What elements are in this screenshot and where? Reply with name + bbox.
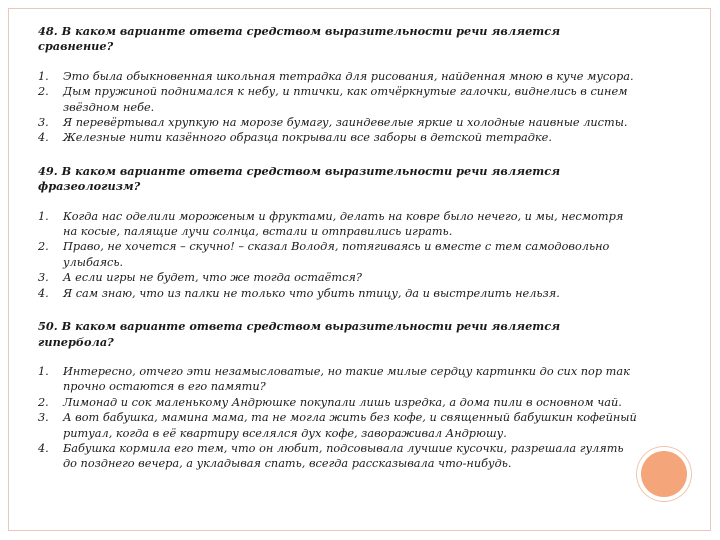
option-number: 3.	[38, 411, 49, 425]
option-49-4	[38, 286, 638, 301]
option-number: 3.	[38, 116, 49, 130]
option-number: 2.	[38, 85, 49, 99]
option-text: Право, не хочется – скучно! – сказал Володя, потягиваясь и вместе с тем самодовольно улыбаясь.	[63, 240, 610, 269]
option-text: Железные нити казённого образца покрывали все заборы в детской тетрадке.	[63, 131, 552, 145]
option-number: 4.	[38, 286, 49, 300]
option-number: 1.	[38, 364, 49, 378]
option-text: А вот бабушка, мамина мама, та не могла жить без кофе, и священный бабушкин кофейный ритуал, когда в её квартиру вселялся дух кофе, завораживал Андрюшу.	[63, 411, 637, 440]
question-48-options	[38, 69, 638, 146]
option-48-2	[38, 84, 638, 115]
option-text: Интересно, отчего эти незамысловатые, но такие милые сердцу картинки до сих пор так прочно остаются в его памяти?	[63, 364, 630, 394]
question-48: 48. В каком варианте ответа средством выразительности речи является сравнение?	[38, 24, 561, 54]
option-50-3	[38, 410, 638, 441]
option-48-1	[38, 69, 638, 84]
option-49-1	[38, 209, 638, 240]
question-49-options	[38, 209, 638, 301]
option-49-3	[38, 270, 638, 285]
option-text: Я сам знаю, что из палки не только что убить птицу, да и выстрелить нельзя.	[63, 286, 560, 300]
option-50-4	[38, 441, 638, 472]
option-text: А если игры не будет, что же тогда остаётся?	[63, 271, 362, 285]
option-number: 4.	[38, 131, 49, 145]
option-text: Это была обыкновенная школьная тетрадка для рисования, найденная мною в куче мусора.	[63, 69, 634, 83]
option-number: 1.	[38, 69, 49, 83]
option-number: 2.	[38, 395, 49, 409]
question-49: 49. В каком варианте ответа средством выразительности речи является фразеологизм?	[38, 163, 561, 194]
option-text: Дым пружиной поднимался к небу, и птички, как отчёркнутые галочки, виднелись в синем звёздном небе.	[63, 85, 628, 114]
option-50-2	[38, 395, 638, 410]
question-50-options	[38, 364, 638, 472]
option-48-3	[38, 115, 638, 130]
option-text: Когда нас оделили мороженым и фруктами, делать на ковре было нечего, и мы, несмотря на косые, палящие лучи солнца, встали и отправились играть.	[63, 209, 624, 239]
option-text: Я перевёртывал хрупкую на морозе бумагу, заиндевелые яркие и холодные наивные листы.	[63, 116, 628, 130]
option-text: Лимонад и сок маленькому Андрюшке покупали лишь изредка, а дома пили в основном чай.	[63, 395, 622, 409]
option-49-2	[38, 239, 638, 270]
decorative-circle-icon	[641, 451, 687, 497]
option-number: 4.	[38, 441, 49, 455]
option-number: 1.	[38, 209, 49, 223]
slide-content	[38, 24, 638, 490]
question-50: 50. В каком варианте ответа средством выразительности речи является гипербола?	[38, 319, 561, 349]
option-text: Бабушка кормила его тем, что он любит, подсовывала лучшие кусочки, разрешала гулять до позднего вечера, а укладывая спать, всегда рассказывала что-нибудь.	[63, 441, 624, 471]
option-50-1	[38, 364, 638, 395]
option-number: 2.	[38, 240, 49, 254]
option-48-4	[38, 130, 638, 145]
option-number: 3.	[38, 271, 49, 285]
